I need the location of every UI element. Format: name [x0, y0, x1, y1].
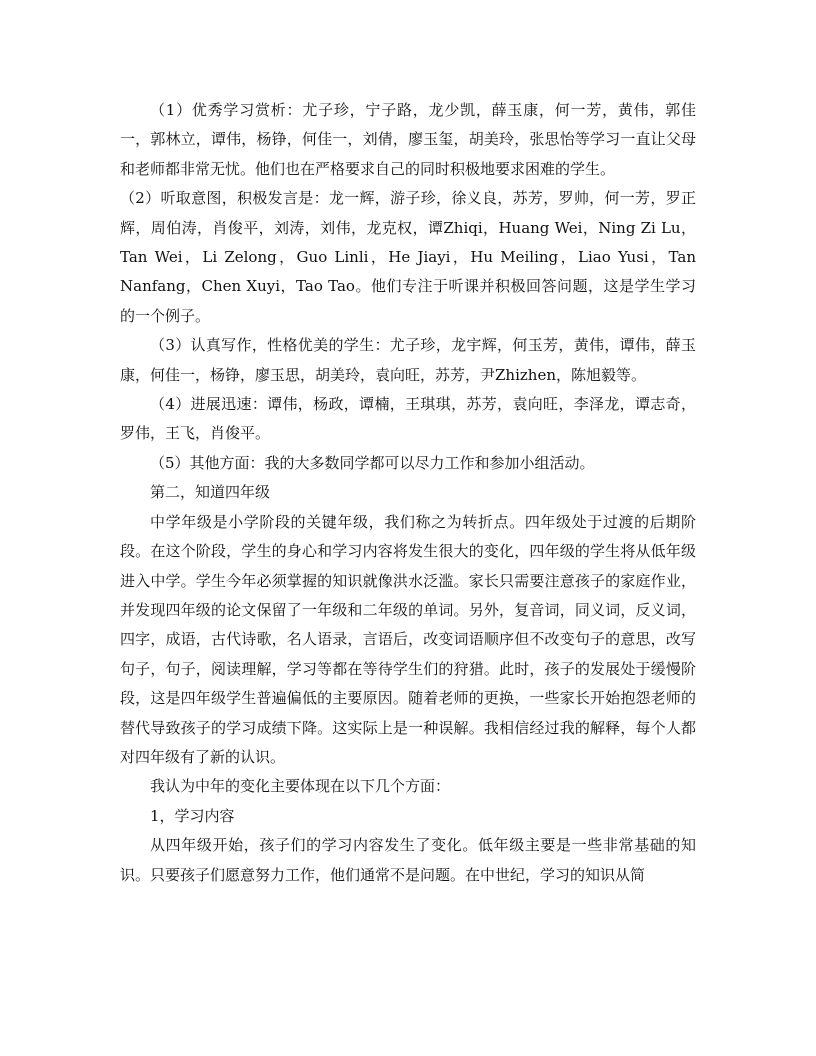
paragraph-excellent-students: （1）优秀学习赏析：尤子珍，宁子路，龙少凯，薛玉康，何一芳，黄伟，郭佳一，郭林立，谭伟，杨铮，何佳一，刘倩，廖玉玺，胡美玲，张思怡等学习一直让父母和老师都非常无忧。他们也在严格要求自己的同时积极地要求困难的学生。: [120, 101, 696, 178]
paragraph-other-aspects: （5）其他方面：我的大多数同学都可以尽力工作和参加小组活动。: [150, 453, 595, 472]
paragraph-active-speakers: （2）听取意图，积极发言是：龙一辉，游子珍，徐义良，苏芳，罗帅，何一芳，罗正辉，周伯涛，肖俊平，刘涛，刘伟，龙克权，谭Zhiqi，Huang Wei，Ning Zi Lu，Tan Wei，Li Zelong，Guo Linli，He Jiayi，Hu Meiling，Liao Yusi，Tan Nanfang，Chen Xuyi，Tao Tao。他们专注于听课并积极回答问题，这是学生学习的一个例子。: [120, 189, 696, 325]
subheading-learning-content: 1，学习内容: [150, 806, 235, 825]
paragraph-learning-content: 从四年级开始，孩子们的学习内容发生了变化。低年级主要是一些非常基础的知识。只要孩子们愿意努力工作，他们通常不是问题。在中世纪，学习的知识从简: [120, 836, 696, 884]
document-page: [120, 96, 696, 890]
section-heading-grade-four: 第二，知道四年级: [150, 483, 271, 502]
paragraph-grade-four-intro: 中学年级是小学阶段的关键年级，我们称之为转折点。四年级处于过渡的后期阶段。在这个阶段，学生的身心和学习内容将发生很大的变化，四年级的学生将从低年级进入中学。学生今年必须掌握的知识就像洪水泛滥。家长只需要注意孩子的家庭作业，并发现四年级的论文保留了一年级和二年级的单词。另外，复音词，同义词，反义词，四字，成语，古代诗歌，名人语录，言语后，改变词语顺序但不改变句子的意思，改写句子，句子，阅读理解，学习等都在等待学生们的狩猎。此时，孩子的发展处于缓慢阶段，这是四年级学生普遍偏低的主要原因。随着老师的更换，一些家长开始抱怨老师的替代导致孩子的学习成绩下降。这实际上是一种误解。我相信经过我的解释，每个人都对四年级有了新的认识。: [120, 512, 696, 766]
paragraph-changes-intro: 我认为中年的变化主要体现在以下几个方面：: [150, 777, 451, 796]
paragraph-rapid-progress: （4）进展迅速：谭伟，杨政，谭楠，王琪琪，苏芳，袁向旺，李泽龙，谭志奇，罗伟，王飞，肖俊平。: [120, 395, 696, 443]
paragraph-careful-writers: （3）认真写作，性格优美的学生：尤子珍，龙宇辉，何玉芳，黄伟，谭伟，薛玉康，何佳一，杨铮，廖玉思，胡美玲，袁向旺，苏芳，尹Zhizhen，陈旭毅等。: [120, 336, 696, 384]
